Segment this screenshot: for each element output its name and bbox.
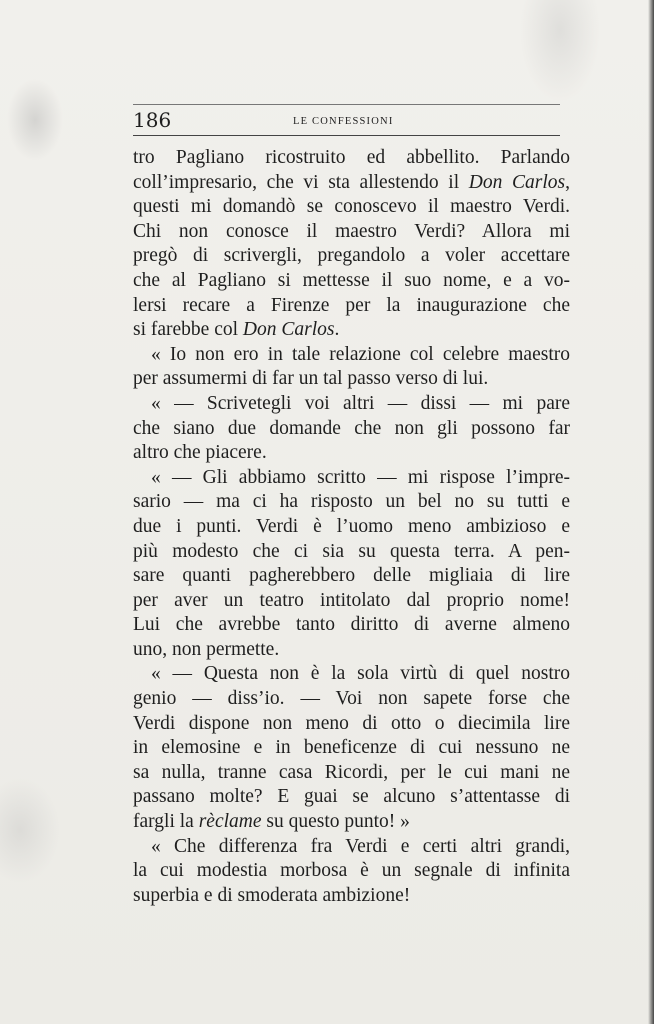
text-line: « — Gli abbiamo scritto — mi rispose l’impre-: [151, 466, 570, 488]
body-text: [133, 146, 570, 908]
text-line: questi mi domandò se conoscevo il maestro Verdi.: [133, 196, 570, 218]
running-title: LE CONFESSIONI: [293, 116, 394, 127]
text-line: « — Questa non è la sola virtù di quel nostro: [151, 663, 570, 685]
text-line: « Che differenza fra Verdi e certi altri grandi,: [151, 835, 570, 857]
page-number: 186: [133, 108, 172, 132]
text-line: pregò di scrivergli, pregandolo a voler accettare: [133, 245, 570, 267]
text-line: sario — ma ci ha risposto un bel no su tutti e: [133, 491, 570, 513]
header-rule-bottom: [133, 135, 560, 136]
text-line: tro Pagliano ricostruito ed abbellito. Parlando: [133, 147, 570, 168]
text-line: si farebbe col Don Carlos.: [133, 319, 340, 341]
text-line: altro che piacere.: [133, 442, 267, 464]
text-line: uno, non permette.: [133, 638, 280, 660]
text-line: lersi recare a Firenze per la inaugurazione che: [133, 294, 570, 316]
text-line: che siano due domande che non gli possono far: [133, 417, 570, 439]
text-line: coll’impresario, che vi sta allestendo il Don Carlos,: [133, 171, 571, 193]
header-rule-top: [133, 104, 560, 105]
text-line: la cui modestia morbosa è un segnale di infinita: [133, 860, 570, 882]
text-line: che al Pagliano si mettesse il suo nome, e a vo-: [133, 269, 570, 291]
page-edge-shadow: [648, 0, 654, 1024]
text-line: fargli la rèclame su questo punto! »: [133, 811, 410, 833]
text-line: per aver un teatro intitolato dal proprio nome!: [133, 589, 570, 611]
text-line: due i punti. Verdi è l’uomo meno ambizioso e: [133, 515, 570, 537]
text-line: più modesto che ci sia su questa terra. A pen-: [133, 540, 570, 562]
text-line: per assumermi di far un tal passo verso di lui.: [133, 368, 489, 390]
text-line: « — Scrivetegli voi altri — dissi — mi pare: [151, 392, 570, 414]
text-line: Verdi dispone non meno di otto o diecimila lire: [133, 712, 570, 734]
text-line: passano molte? E guai se alcuno s’attentasse di: [133, 786, 570, 808]
text-line: Lui che avrebbe tanto diritto di averne almeno: [133, 614, 570, 636]
text-line: superbia e di smoderata ambizione!: [133, 884, 411, 906]
text-line: sare quanti pagherebbero delle migliaia di lire: [133, 565, 570, 587]
text-line: sa nulla, tranne casa Ricordi, per le cui mani ne: [133, 761, 570, 783]
text-line: Chi non conosce il maestro Verdi? Allora mi: [133, 220, 570, 242]
text-line: in elemosine e in beneficenze di cui nessuno ne: [133, 737, 570, 759]
text-line: genio — diss’io. — Voi non sapete forse che: [133, 688, 570, 710]
text-line: « Io non ero in tale relazione col celebre maestro: [151, 343, 570, 365]
page-header: [133, 104, 560, 136]
